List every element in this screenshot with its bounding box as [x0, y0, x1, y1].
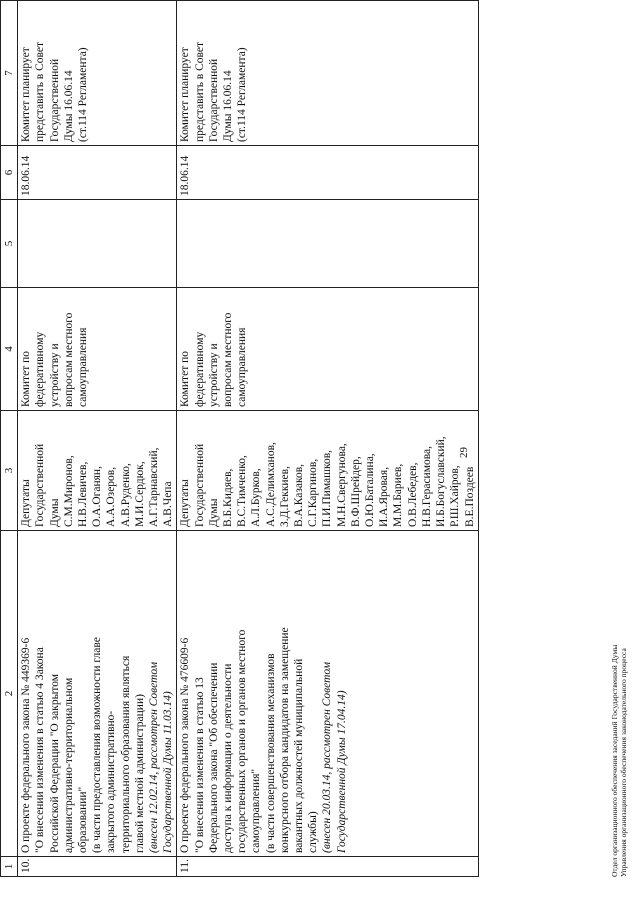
- col-number: 4: [1, 288, 18, 411]
- row-number: 10.: [18, 857, 177, 877]
- text-line: Думы 16.06.14: [62, 70, 75, 142]
- text-line: М.Н.Свергунова,: [335, 443, 348, 527]
- text-line: А.А.Озеров,: [105, 466, 118, 527]
- text-line: Государственной: [207, 58, 220, 142]
- column-5-value: [177, 200, 478, 288]
- text-line: вопросам местного: [222, 312, 235, 407]
- bill-authors: [18, 411, 177, 531]
- text-line: О проекте федерального закона № 476609-6: [179, 637, 192, 853]
- responsible-committee: [18, 288, 177, 411]
- responsible-committee: [177, 288, 478, 411]
- text-line: Государственной: [193, 443, 206, 527]
- bill-description: [18, 531, 177, 857]
- text-line: А.Л.Бурков,: [250, 468, 263, 527]
- text-line: Комитет планирует: [20, 47, 33, 142]
- text-line: Российской Федерации "О закрытом: [48, 673, 61, 853]
- note: [18, 1, 177, 146]
- text-line: территориального образования являться: [119, 655, 132, 853]
- col-number: 6: [1, 146, 18, 200]
- text-line: С.Г.Каргинов,: [307, 458, 320, 527]
- table-row: [177, 1, 478, 877]
- text-line: О.Ю.Баталина,: [364, 453, 377, 527]
- text-line: Комитет по: [179, 351, 192, 407]
- text-line: (в части предоставления возможности главе: [91, 637, 104, 853]
- text-line: Депутаты: [20, 479, 33, 527]
- text-line: (внесен 12.02.14, рассмотрен Советом: [148, 661, 161, 853]
- col-number: 5: [1, 200, 18, 288]
- text-line: (ст.114 Регламента): [77, 47, 90, 142]
- text-line: М.И.Сердюк,: [133, 461, 146, 527]
- text-line: главой местной администрации): [133, 694, 146, 853]
- text-line: образовании": [77, 786, 90, 853]
- text-line: В.А.Казаков,: [293, 463, 306, 527]
- text-line: Думы: [207, 498, 220, 527]
- footer-line: Отдел организационного обеспечения заседаний Государственной Думы: [610, 644, 619, 877]
- text-line: (ст.114 Регламента): [236, 47, 249, 142]
- text-line: В.Е.Поздеев: [463, 466, 476, 527]
- text-line: Государственной Думы 11.03.14): [162, 691, 175, 853]
- text-line: Депутаты: [179, 479, 192, 527]
- text-line: федеративному: [34, 331, 47, 407]
- text-line: представить в Совет: [34, 41, 47, 142]
- date: 18.06.14: [18, 146, 177, 200]
- text-line: "О внесении изменения в статью 4 Закона: [34, 647, 47, 853]
- text-line: И.А.Яровая,: [378, 466, 391, 527]
- text-line: А.С.Делимханов,: [264, 442, 277, 527]
- text-line: М.М.Бариев,: [392, 463, 405, 527]
- text-line: (внесен 20.03.14, рассмотрен Советом: [321, 661, 334, 853]
- text-line: "О внесении изменения в статью 13: [193, 677, 206, 853]
- text-line: представить в Совет: [193, 41, 206, 142]
- text-line: А.В.Руденко,: [119, 463, 132, 527]
- text-line: О проекте федерального закона № 449369-6: [20, 637, 33, 853]
- page-number: 29: [458, 447, 470, 458]
- text-line: П.И.Пимашков,: [321, 449, 334, 527]
- text-line: О.А.Оганян,: [91, 466, 104, 527]
- col-number: 2: [1, 531, 18, 857]
- date: 18.06.14: [177, 146, 478, 200]
- text-line: С.М.Миронов,: [62, 455, 75, 527]
- column-5-value: [18, 200, 177, 288]
- text-line: В.С.Тимченко,: [236, 455, 249, 527]
- text-line: Федерального закона "Об обеспечении: [207, 662, 220, 853]
- column-number-row: [1, 1, 18, 877]
- text-line: И.Б.Богуславский,: [435, 436, 448, 527]
- text-line: доступа к информации о деятельности: [222, 663, 235, 853]
- footer-line: Управления организационного обеспечения законодательного процесса: [619, 648, 628, 877]
- text-line: Н.В.Герасимова,: [420, 446, 433, 527]
- text-line: самоуправления: [236, 327, 249, 407]
- text-line: (в части совершенствования механизмов: [264, 653, 277, 853]
- text-line: В.Б.Кидяев,: [222, 468, 235, 527]
- text-line: закрытого административно-: [105, 710, 118, 853]
- text-line: О.В.Лебедев,: [406, 462, 419, 527]
- text-line: Государственной: [48, 58, 61, 142]
- text-line: самоуправления: [77, 327, 90, 407]
- text-line: конкурсного отбора кандидатов на замещение: [278, 627, 291, 853]
- text-line: административно-территориальном: [62, 677, 75, 853]
- text-line: Думы: [48, 498, 61, 527]
- col-number: 7: [1, 1, 18, 146]
- text-line: государственных органов и органов местного: [236, 629, 249, 853]
- text-line: Государственной Думы 17.04.14): [335, 690, 348, 853]
- table-row: [18, 1, 177, 877]
- note: [177, 1, 478, 146]
- text-line: Р.Ш.Хайров,: [449, 465, 462, 527]
- text-line: службы): [307, 811, 320, 853]
- text-line: вопросам местного: [62, 312, 75, 407]
- text-line: устройству и: [207, 343, 220, 407]
- text-line: Комитет по: [20, 351, 33, 407]
- text-line: Государственной: [34, 443, 47, 527]
- text-line: Комитет планирует: [179, 47, 192, 142]
- text-line: В.Ф.Шрейдер,: [349, 456, 362, 527]
- text-line: Н.В.Левичев,: [77, 461, 90, 527]
- bill-authors: [177, 411, 478, 531]
- text-line: федеративному: [193, 331, 206, 407]
- bill-description: [177, 531, 478, 857]
- text-line: З.Д.Геккиев,: [278, 466, 291, 527]
- text-line: устройству и: [48, 343, 61, 407]
- footer: [610, 645, 628, 877]
- text-line: самоуправления": [250, 768, 263, 853]
- text-line: Думы 16.06.14: [222, 70, 235, 142]
- text-line: А.В.Чепа: [162, 481, 175, 527]
- col-number: 3: [1, 411, 18, 531]
- col-number: 1: [1, 857, 18, 877]
- row-number: 11.: [177, 857, 478, 877]
- text-line: А.Г.Тарнавский,: [148, 447, 161, 527]
- text-line: вакантных должностей муниципальной: [293, 658, 306, 853]
